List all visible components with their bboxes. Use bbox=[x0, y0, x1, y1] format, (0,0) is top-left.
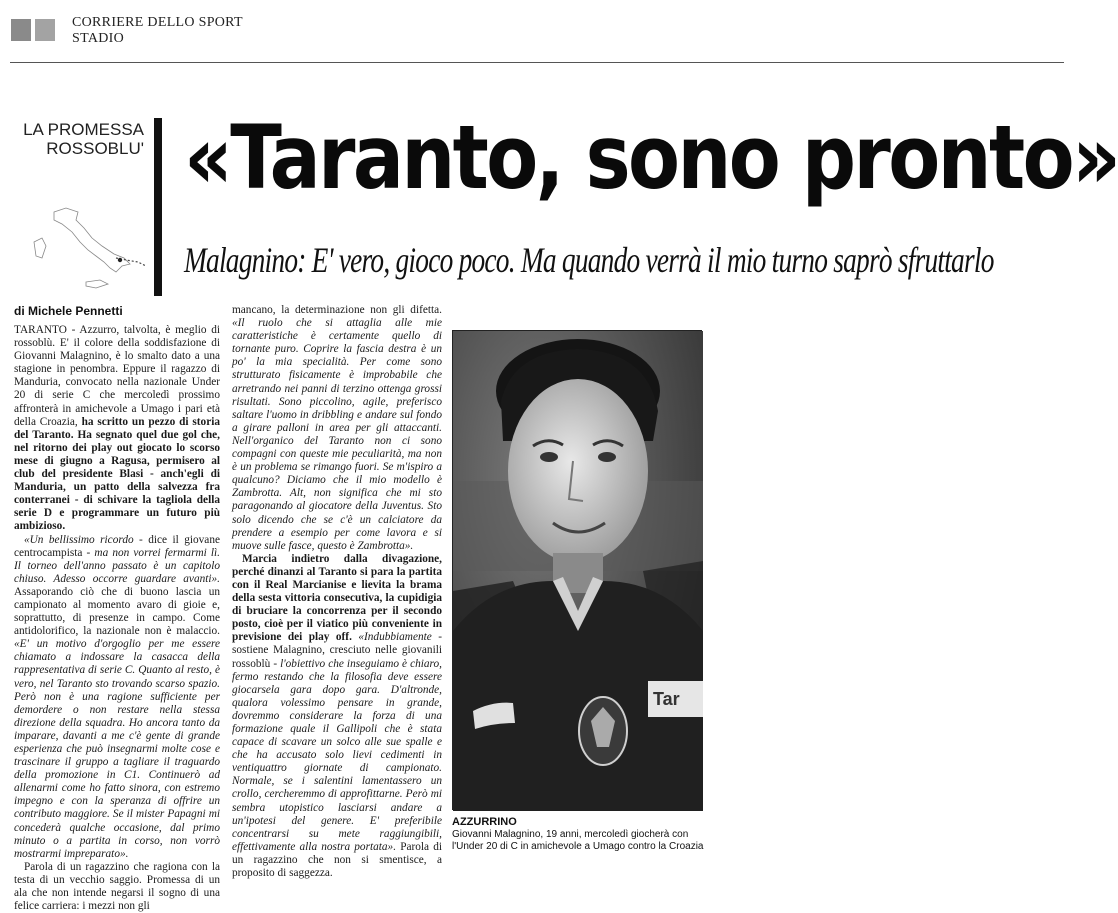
masthead-rule bbox=[10, 62, 1064, 63]
column1-paragraph-3: Parola di un ragazzino che ragiona con la testa di un vecchio saggio. Promessa di un ala che non intende negarsi il sogno di una felice carriera: i mezzi non gli bbox=[14, 860, 220, 913]
player-photo bbox=[452, 330, 702, 810]
text-run: «E' un motivo d'orgoglio per me essere chiamato a indossare la casacca della rappresentativa di serie C. Quanto al resto, è vero, nel Taranto sto trovando scarso spazio. Però non è una ragione sufficiente per demordere o non restare nella stessa direzione della squadra. Ho ancora tanto da imparare, davanti a me c'è gente di grande esperienza che può insegnarmi molte cose e trascinare il gruppo a tagliare il traguardo della promozione in C1. Continuerò ad allenarmi come ho fatto sinora, con estremo impegno e con la speranza di offrire un contributo maggiore. Se il mister Papagni mi concederà qualche occasione, dal primo minuto o a partita in corso, non vorrò mostrarmi impreparato». bbox=[14, 638, 220, 860]
text-run: - dice il giovane centrocampista - bbox=[14, 533, 220, 559]
column2-paragraph-1 bbox=[232, 304, 442, 553]
column2-paragraph-2 bbox=[232, 553, 442, 880]
masthead-title-line1: CORRIERE DELLO SPORT bbox=[72, 15, 243, 30]
masthead-title-line2: STADIO bbox=[72, 31, 125, 46]
text-run: TARANTO - Azzurro, talvolta, è meglio di rossoblù. E' il colore della soddisfazione di Giovanni Malagnino, è lo smalto dato a una stagione in penombra. Eppure il ragazzo di Manduria, convocato nella nazionale Under 20 di serie C che mercoledì prossimo affronterà in amichevole a Umago i pari età della Croazia, bbox=[14, 324, 220, 428]
kicker-line2: ROSSOBLU' bbox=[46, 139, 144, 158]
italy-map-icon bbox=[26, 202, 146, 294]
column1-paragraph-1 bbox=[14, 324, 220, 534]
subheadline: Malagnino: E' vero, gioco poco. Ma quando verrà il mio turno saprò sfruttarlo bbox=[184, 240, 994, 280]
text-run: Parola di un ragazzino che non si smentisce, a proposito di saggezza. bbox=[232, 840, 442, 880]
shirt-sponsor-text: Tar bbox=[653, 689, 680, 709]
text-run: - sostiene Malagnino, cresciuto nelle giovanili rossoblù - bbox=[232, 631, 442, 670]
text-run: Marcia indietro dalla divagazione, perché dinanzi al Taranto si para la partita con il Real Marcianise e lievita la brama della sesta vittoria consecutiva, la cupidigia di bruciare la concorrenza per il secondo posto, cioè per il viatico più conveniente in previsione dei play off. bbox=[232, 552, 442, 644]
masthead-logo-block bbox=[11, 19, 31, 41]
caption-title: AZZURRINO bbox=[452, 816, 517, 828]
text-run: ha scritto un pezzo di storia del Taranto. Ha segnato quel due gol che, nel ritorno dei play out giocato lo scorso mese di giugno a Ragusa, permisero al club del presidente Blasi - anch'egli di Manduria, un patto della salvezza fra conterranei - di schivare la tagliola della serie D e programmare un futuro più ambizioso. bbox=[14, 415, 220, 533]
caption-text: Giovanni Malagnino, 19 anni, mercoledì giocherà con l'Under 20 di C in amichevole a Umago contro la Croazia bbox=[452, 829, 704, 852]
column1-paragraph-2 bbox=[14, 534, 220, 861]
text-run: Assaporando ciò che di buono lascia un campionato al momento avaro di gioie e, soprattutto, di presenze in campo. Come antidolorifico, la nazionale non è malaccio. bbox=[14, 585, 220, 638]
article-column-1 bbox=[14, 324, 221, 913]
text-run: «Il ruolo che si attaglia alle mie caratteristiche è certamente quello di tornante puro. Coprire la fascia destra è un po' la mia specialità. Per come sono strutturato fisicamente è improbabile che arretrando nei panni di terzino ottenga grossi risultati. Sono piccolino, agile, preferisco saltare l'uomo in dribbling e andare sul fondo a girare palloni in area per gli attaccanti. Nell'organico del Taranto non ci sono compagni con queste mie peculiarità, ma non è un problema se rimango fuori. Se m'ispiro a qualcuno? Diciamo che il mio modello è Zambrotta. Alt, non significa che mi sto paragonando al giocatore della Juventus. Sto solo dicendo che se c'è un calciatore da prendere a esempio per come lavora e si muove sulle fasce, questo è Zambrotta». bbox=[232, 317, 442, 552]
kicker-bar bbox=[154, 118, 162, 296]
text-run: ma non vorrei fermarmi lì. Il torneo dell'anno passato è un capitolo chiuso. Adesso occorre guardare avanti». bbox=[14, 546, 221, 585]
text-run: «Indubbiamente bbox=[358, 631, 432, 644]
headline: «Taranto, sono pronto» bbox=[184, 106, 1118, 209]
text-run: mancano, la determinazione non gli difetta. bbox=[232, 304, 442, 316]
article-column-2 bbox=[232, 304, 442, 880]
player-portrait-image bbox=[453, 331, 703, 811]
kicker bbox=[18, 120, 144, 158]
kicker-line1: LA PROMESSA bbox=[23, 120, 144, 139]
masthead bbox=[0, 0, 1074, 62]
text-run: l'obiettivo che inseguiamo è chiaro, fermo restando che la filosofia deve essere giocarsela gara dopo gara. D'altronde, qualora volessimo pensare in grande, dovremmo considerare la forza di una formazione quale il Gallipoli che è stata capace di scavare un solco alle sue spalle e che ha accusato solo lievi cedimenti in ventiquattro giornate di campionato. Normale, se i salentini lamentassero un crollo, cercheremmo di approfittarne. Però mi sembra utopistico lasciarsi andare a un'ipotesi del genere. E' preferibile concentrarsi su mete raggiungibili, effettivamente alla nostra portata». bbox=[232, 657, 442, 853]
masthead-title bbox=[72, 15, 243, 47]
text-run: «Un bellissimo ricordo bbox=[24, 533, 134, 546]
byline: di Michele Pennetti bbox=[14, 304, 123, 318]
masthead-logo-block bbox=[35, 19, 55, 41]
